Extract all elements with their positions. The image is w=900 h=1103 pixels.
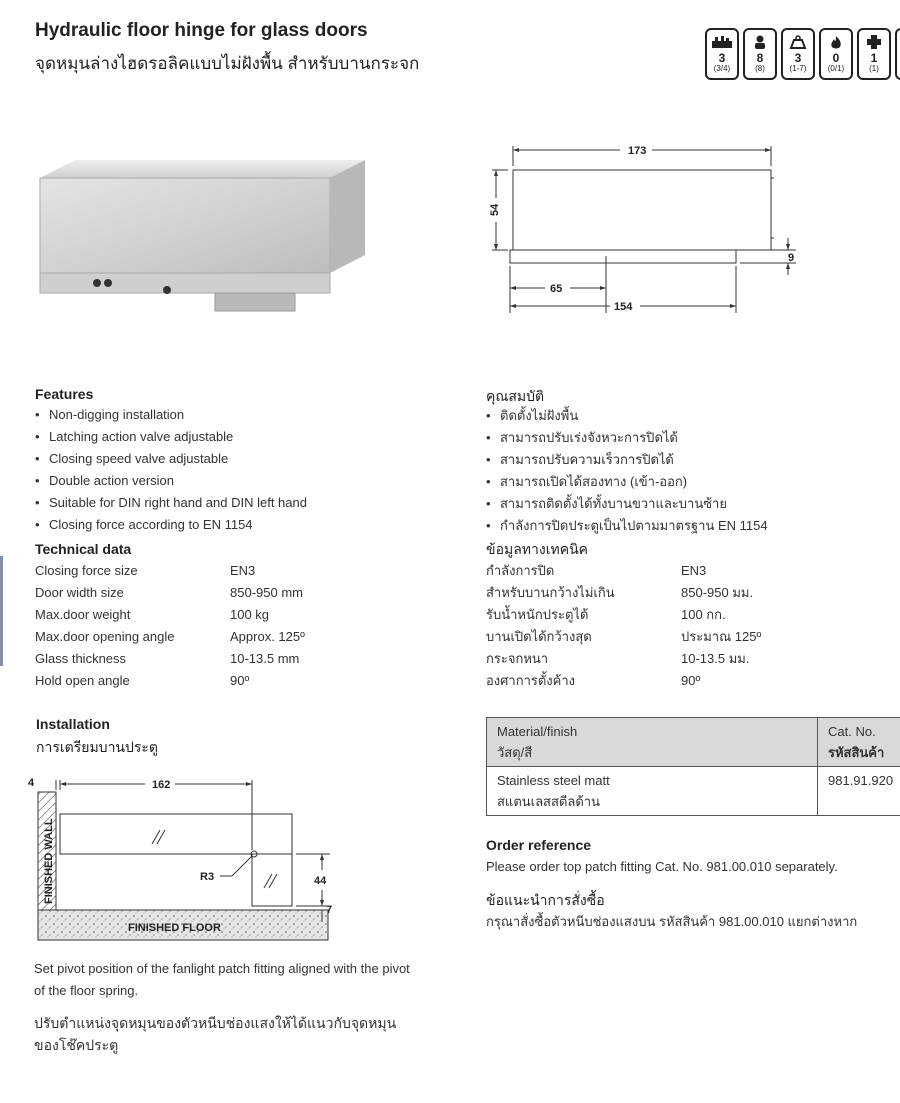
fire-range: (0/1) bbox=[827, 64, 845, 73]
technical-table bbox=[35, 560, 305, 692]
finished-floor-label: FINISHED FLOOR bbox=[128, 922, 221, 934]
feature-item-thai: • สามารถปรับเร่งจังหวะการปิดได้ bbox=[486, 427, 768, 449]
installation-heading-thai: การเตรียมบานประตู bbox=[36, 739, 159, 755]
fire-value: 0 bbox=[832, 51, 840, 65]
tech-key: Hold open angle bbox=[35, 673, 130, 688]
technical-row-thai bbox=[486, 626, 761, 648]
dim-44: 44 bbox=[314, 875, 327, 887]
order-text: Please order top patch fitting Cat. No. 981.00.010 separately. bbox=[486, 859, 838, 874]
material-table bbox=[486, 717, 900, 816]
tech-value: 100 kg bbox=[230, 607, 270, 622]
order-text-thai: กรุณาสั่งซื้อตัวหนีบช่องแสงบน รหัสสินค้า 981.00.010 แยกต่างหาก bbox=[486, 914, 858, 929]
feature-item-thai: • ติดตั้งไม่ฝังพื้น bbox=[486, 405, 768, 427]
tech-value-thai: EN3 bbox=[681, 563, 707, 578]
installation-heading: Installation bbox=[36, 716, 110, 732]
technical-row bbox=[35, 604, 305, 626]
feature-item: • Closing speed valve adjustable bbox=[35, 448, 307, 470]
durability-value: 3 bbox=[718, 51, 726, 65]
technical-row bbox=[35, 648, 305, 670]
cell-cat: 981.91.920 bbox=[818, 767, 900, 816]
page-title: Hydraulic floor hinge for glass doors bbox=[35, 20, 368, 41]
dim-65: 65 bbox=[550, 283, 563, 295]
dim-162: 162 bbox=[152, 779, 171, 791]
technical-row bbox=[35, 626, 305, 648]
person-icon bbox=[743, 28, 777, 80]
safety-range: (1) bbox=[869, 64, 879, 73]
feature-item: • Latching action valve adjustable bbox=[35, 426, 307, 448]
tech-value: EN3 bbox=[230, 563, 256, 578]
tech-key-thai: บานเปิดได้กว้างสุด bbox=[486, 629, 592, 644]
tech-key-thai: สำหรับบานกว้างไม่เกิน bbox=[486, 585, 615, 600]
technical-row bbox=[35, 582, 305, 604]
tech-key: Door width size bbox=[35, 585, 124, 600]
technical-row-thai bbox=[486, 604, 761, 626]
rating-icons bbox=[705, 28, 900, 80]
technical-row-thai bbox=[486, 560, 761, 582]
technical-row-thai bbox=[486, 582, 761, 604]
features-heading: Features bbox=[35, 386, 94, 402]
feature-item: • Double action version bbox=[35, 470, 307, 492]
product-photo bbox=[35, 160, 365, 315]
tech-key-thai: กระจกหนา bbox=[486, 651, 549, 666]
extra-icon bbox=[895, 28, 900, 80]
tech-value-thai: 90º bbox=[681, 673, 701, 688]
feature-item-thai: • สามารถติดตั้งได้ทั้งบานขวาและบานซ้าย bbox=[486, 493, 768, 515]
safety-icon bbox=[857, 28, 891, 80]
tech-value-thai: ประมาณ 125º bbox=[681, 629, 762, 644]
tech-key-thai: องศาการตั้งค้าง bbox=[486, 673, 575, 688]
feature-item-thai: • กำลังการปิดประตูเป็นไปตามมาตรฐาน EN 1154 bbox=[486, 515, 768, 537]
tech-value: 90º bbox=[230, 673, 250, 688]
technical-row bbox=[35, 670, 305, 692]
technical-row-thai bbox=[486, 670, 761, 692]
durability-icon bbox=[705, 28, 739, 80]
material-table-header bbox=[487, 718, 900, 767]
table-row bbox=[487, 767, 900, 816]
features-heading-thai: คุณสมบัติ bbox=[486, 388, 545, 404]
material-en: Stainless steel matt bbox=[497, 773, 610, 788]
tech-key: Max.door weight bbox=[35, 607, 131, 622]
feature-item-thai: • สามารถปรับความเร็วการปิดได้ bbox=[486, 449, 768, 471]
technical-table-thai bbox=[486, 560, 761, 692]
dim-9: 9 bbox=[788, 252, 795, 264]
technical-heading-thai: ข้อมูลทางเทคนิค bbox=[486, 541, 589, 557]
cell-material bbox=[487, 767, 818, 816]
technical-row-thai bbox=[486, 648, 761, 670]
header-cat bbox=[818, 718, 900, 767]
weight-icon bbox=[781, 28, 815, 80]
header-material bbox=[487, 718, 818, 767]
tech-value: 850-950 mm bbox=[230, 585, 303, 600]
feature-item: • Closing force according to EN 1154 bbox=[35, 514, 307, 536]
dim-173: 173 bbox=[628, 145, 647, 157]
tech-value-thai: 100 กก. bbox=[681, 607, 726, 622]
installation-drawing bbox=[20, 770, 340, 950]
dim-7: 7 bbox=[326, 904, 333, 916]
order-heading: Order reference bbox=[486, 837, 592, 853]
features-list bbox=[35, 404, 307, 536]
installation-note-thai: ปรับตำแหน่งจุดหมุนของตัวหนีบช่องแสงให้ได้แนวกับจุดหมุนของโช๊คประตู bbox=[34, 1015, 397, 1053]
dim-54: 54 bbox=[489, 203, 501, 216]
tech-value: 10-13.5 mm bbox=[230, 651, 300, 666]
page-subtitle-thai: จุดหมุนล่างไฮดรอลิคแบบไม่ฝังพื้น สำหรับบานกระจก bbox=[35, 54, 420, 73]
dim-154: 154 bbox=[614, 301, 633, 313]
finished-wall-label: FINISHED WALL bbox=[43, 818, 55, 904]
tech-key-thai: กำลังการปิด bbox=[486, 563, 555, 578]
person-range: (8) bbox=[755, 64, 765, 73]
weight-range: (1-7) bbox=[789, 64, 807, 73]
dim-r3: R3 bbox=[200, 871, 215, 883]
feature-item-thai: • สามารถเปิดได้สองทาง (เข้า-ออก) bbox=[486, 471, 768, 493]
header-cat-th: รหัสสินค้า bbox=[828, 745, 885, 760]
technical-heading: Technical data bbox=[35, 541, 132, 557]
tech-value-thai: 850-950 มม. bbox=[681, 585, 754, 600]
features-list-thai bbox=[486, 405, 768, 537]
tech-key: Glass thickness bbox=[35, 651, 127, 666]
tech-key: Closing force size bbox=[35, 563, 138, 578]
tech-key-thai: รับน้ำหนักประตูได้ bbox=[486, 607, 589, 622]
weight-value: 3 bbox=[794, 51, 802, 65]
header-cat-en: Cat. No. bbox=[828, 724, 876, 739]
technical-row bbox=[35, 560, 305, 582]
order-heading-thai: ข้อแนะนำการสั่งซื้อ bbox=[486, 892, 605, 908]
feature-item: • Suitable for DIN right hand and DIN left hand bbox=[35, 492, 307, 514]
safety-value: 1 bbox=[870, 51, 878, 65]
tech-key: Max.door opening angle bbox=[35, 629, 175, 644]
tech-value-thai: 10-13.5 มม. bbox=[681, 651, 750, 666]
durability-range: (3/4) bbox=[713, 64, 731, 73]
installation-note: Set pivot position of the fanlight patch fitting aligned with the pivot of the floor spring. bbox=[34, 961, 410, 998]
tech-value: Approx. 125º bbox=[230, 629, 305, 644]
fire-icon bbox=[819, 28, 853, 80]
side-accent-bar bbox=[0, 556, 3, 666]
dim-4: 4 bbox=[28, 777, 35, 789]
feature-item: • Non-digging installation bbox=[35, 404, 307, 426]
hinge-dimension-drawing bbox=[480, 138, 800, 318]
header-material-en: Material/finish bbox=[497, 724, 578, 739]
material-th: สแตนเลสสตีลด้าน bbox=[497, 794, 600, 809]
person-value: 8 bbox=[756, 51, 764, 65]
header-material-th: วัสดุ/สี bbox=[497, 745, 533, 760]
